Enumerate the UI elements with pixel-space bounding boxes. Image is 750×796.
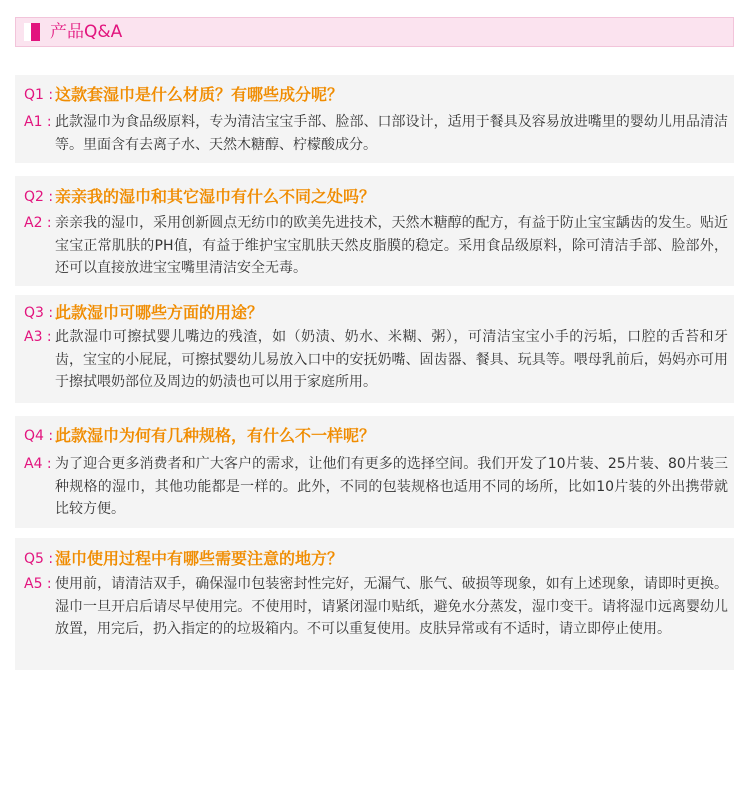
section-header — [15, 17, 734, 47]
section-title: 产品Q&A — [50, 22, 123, 42]
question-text: 亲亲我的湿巾和其它湿巾有什么不同之处吗？ — [55, 187, 376, 206]
question-text: 此款湿巾可哪些方面的用途？ — [55, 303, 264, 322]
answer-text: 亲亲我的湿巾，采用创新圆点无纺巾的欧美先进技术，天然木糖醇的配方，有益于防止宝宝龋齿的发生。贴近宝宝正常肌肤的PH值，有益于维护宝宝肌肤天然皮脂膜的稳定。采用食品级原料，除可清洁手部、脸部外，还可以直接放进宝宝嘴里清洁安全无毒。 — [55, 215, 728, 276]
answer-label: A3 : — [24, 329, 52, 345]
answer-text: 此款湿巾可擦拭婴儿嘴边的残渣，如（奶渍、奶水、米糊、粥），可清洁宝宝小手的污垢，口腔的舌苔和牙齿，宝宝的小屁屁，可擦拭婴幼儿易放入口中的安抚奶嘴、固齿器、餐具、玩具等。喂母乳前后，妈妈亦可用于擦拭喂奶部位及周边的奶渍也可以用于家庭所用。 — [55, 329, 728, 390]
answer-text: 此款湿巾为食品级原料，专为清洁宝宝手部、脸部、口部设计，适用于餐具及容易放进嘴里的婴幼儿用品清洁等。里面含有去离子水、天然木糖醇、柠檬酸成分。 — [55, 114, 728, 153]
question-label: Q4 : — [24, 428, 54, 444]
qa-item-1 — [15, 75, 734, 163]
answer-label: A1 : — [24, 114, 52, 130]
question-text: 湿巾使用过程中有哪些需要注意的地方？ — [55, 549, 344, 568]
answer-text: 为了迎合更多消费者和广大客户的需求，让他们有更多的选择空间。我们开发了10片装、25片装、80片装三种规格的湿巾，其他功能都是一样的。此外，不同的包装规格也适用不同的场所，比如10片装的外出携带就比较方便。 — [55, 456, 728, 517]
question-text: 这款套湿巾是什么材质？有哪些成分呢？ — [55, 85, 344, 104]
answer-label: A5 : — [24, 576, 52, 592]
question-text: 此款湿巾为何有几种规格，有什么不一样呢？ — [55, 426, 376, 445]
answer-text: 使用前，请清洁双手，确保湿巾包装密封性完好，无漏气、胀气、破损等现象，如有上述现象，请即时更换。湿巾一旦开启后请尽早使用完。不使用时，请紧闭湿巾贴纸，避免水分蒸发，湿巾变干。请将湿巾远离婴幼儿放置，用完后，扔入指定的的垃圾箱内。不可以重复使用。皮肤异常或有不适时，请立即停止使用。 — [55, 576, 728, 637]
qa-item-3 — [15, 295, 734, 403]
answer-label: A4 : — [24, 456, 52, 472]
question-label: Q5 : — [24, 551, 54, 567]
question-label: Q2 : — [24, 189, 54, 205]
question-label: Q3 : — [24, 305, 54, 321]
answer-label: A2 : — [24, 215, 52, 231]
qa-item-4 — [15, 416, 734, 528]
qa-item-2 — [15, 176, 734, 286]
qa-item-5 — [15, 538, 734, 670]
header-accent-icon — [24, 23, 40, 41]
question-label: Q1 : — [24, 87, 54, 103]
